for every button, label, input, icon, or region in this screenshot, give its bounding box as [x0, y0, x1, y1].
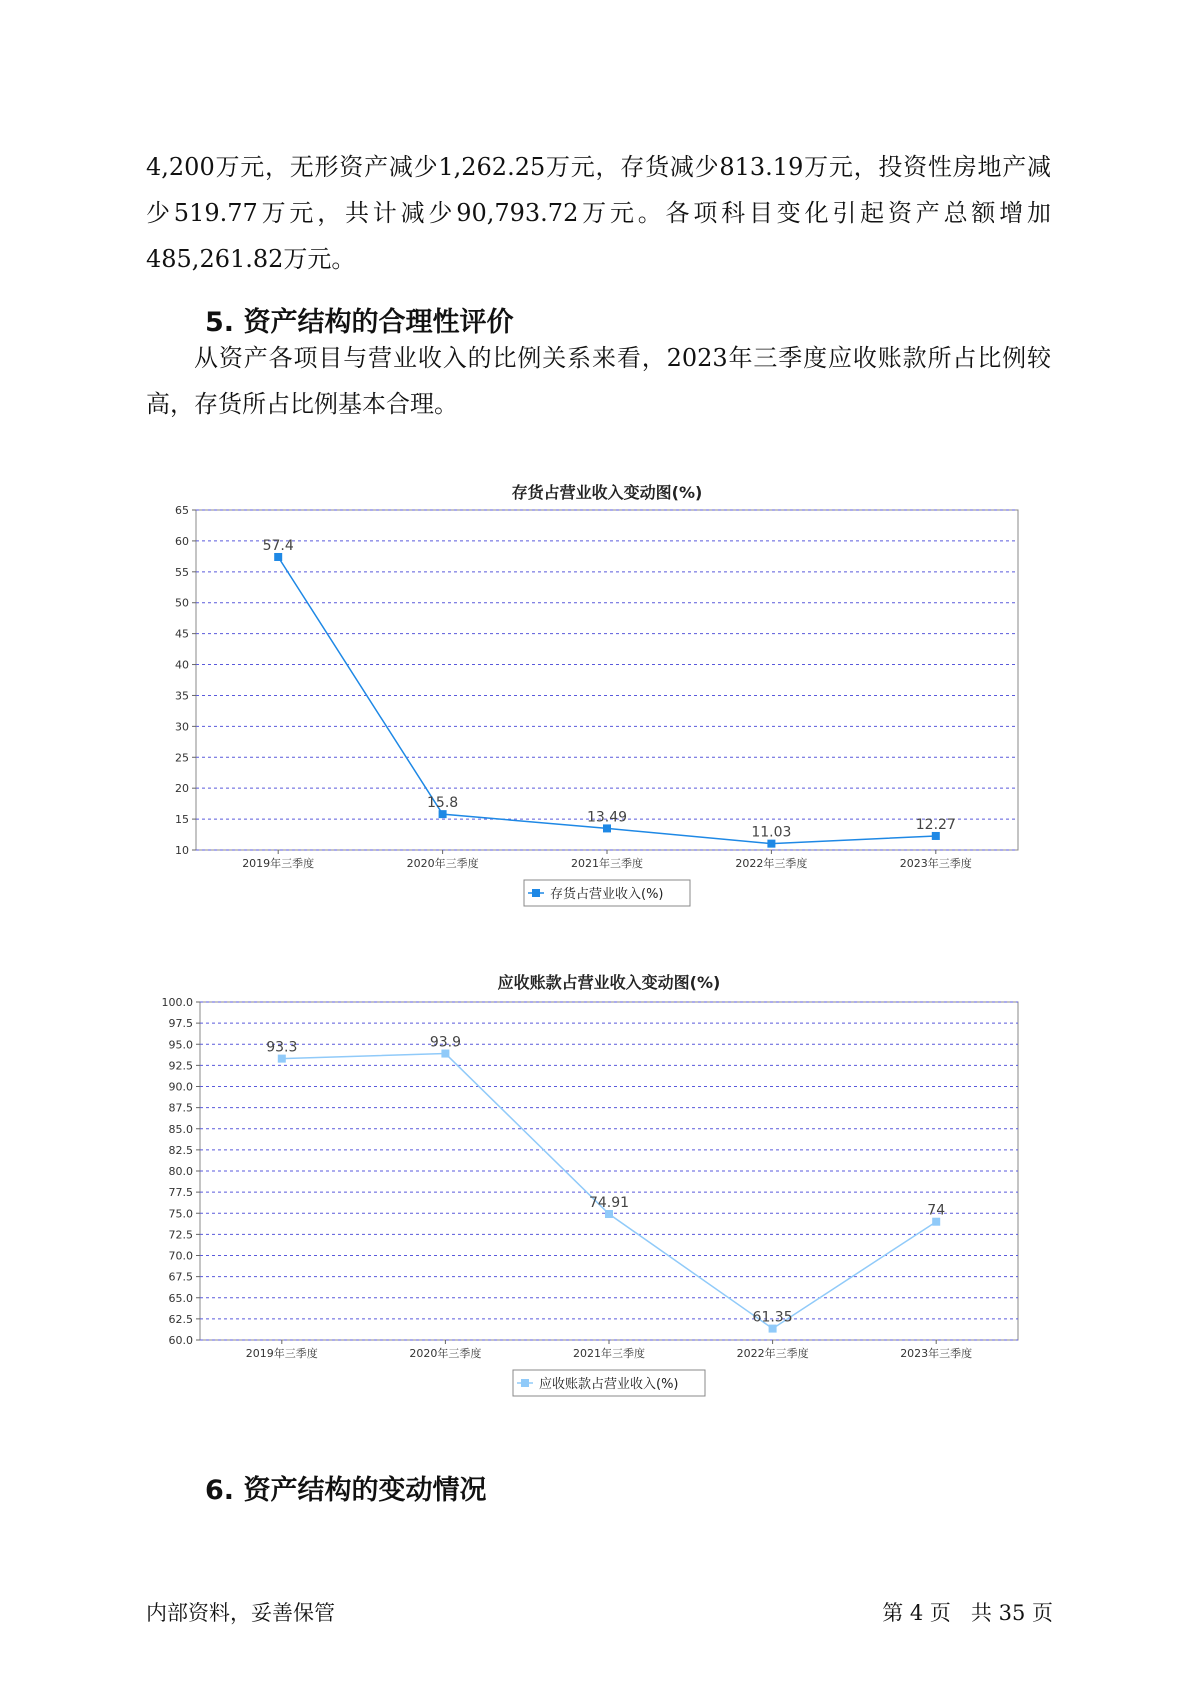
chart-title: 存货占营业收入变动图(%) [511, 483, 703, 502]
paragraph-structure-evaluation-text: 从资产各项目与营业收入的比例关系来看，2023年三季度应收账款所占比例较高，存货所占比例基本合理。 [146, 344, 1051, 418]
data-point [439, 810, 447, 818]
y-tick-label: 70.0 [168, 1249, 193, 1263]
data-point [767, 840, 775, 848]
data-point [603, 824, 611, 832]
y-tick-label: 45 [175, 627, 189, 641]
y-tick-label: 97.5 [168, 1017, 193, 1031]
x-tick-label: 2020年三季度 [409, 1347, 482, 1360]
data-label: 13.49 [586, 809, 628, 826]
legend-marker [521, 1379, 529, 1387]
data-point [932, 1218, 940, 1226]
x-tick-label: 2021年三季度 [571, 857, 643, 870]
y-tick-label: 65.0 [168, 1291, 193, 1305]
y-tick-label: 25 [175, 751, 189, 765]
x-tick-label: 2021年三季度 [573, 1347, 645, 1360]
paragraph-asset-changes [146, 144, 1051, 282]
x-tick-label: 2020年三季度 [406, 857, 479, 870]
x-tick-label: 2023年三季度 [899, 857, 972, 870]
data-point [932, 832, 940, 840]
x-tick-label: 2019年三季度 [242, 857, 315, 870]
y-tick-label: 40 [175, 658, 189, 672]
data-point [441, 1050, 449, 1058]
data-label: 93.3 [266, 1039, 298, 1056]
data-point [278, 1055, 286, 1063]
x-tick-label: 2023年三季度 [900, 1347, 973, 1360]
y-tick-label: 62.5 [168, 1312, 193, 1326]
legend-label: 应收账款占营业收入(%) [539, 1377, 679, 1392]
chart-title: 应收账款占营业收入变动图(%) [497, 973, 721, 992]
chart-receivables-ratio [150, 968, 1030, 1438]
data-label: 57.4 [262, 537, 294, 554]
y-tick-label: 50 [175, 596, 189, 610]
data-label: 15.8 [427, 795, 459, 812]
paragraph-structure-evaluation [146, 335, 1051, 427]
data-point [769, 1325, 777, 1333]
y-tick-label: 10 [175, 844, 189, 857]
section-heading-6: 6. 资产结构的变动情况 [205, 1475, 487, 1506]
chart-receivables-ratio-svg [150, 968, 1030, 1438]
y-tick-label: 90.0 [168, 1080, 193, 1094]
y-tick-label: 20 [175, 782, 189, 796]
legend-label: 存货占营业收入(%) [550, 887, 664, 902]
x-tick-label: 2019年三季度 [245, 1347, 318, 1360]
y-tick-label: 87.5 [168, 1101, 193, 1115]
data-point [605, 1210, 613, 1218]
chart-inventory-ratio [150, 478, 1030, 948]
footer-note: 内部资料，妥善保管 [146, 1601, 335, 1625]
data-label: 61.35 [752, 1309, 793, 1326]
y-tick-label: 30 [175, 720, 189, 734]
x-tick-label: 2022年三季度 [735, 857, 808, 870]
data-point [274, 553, 282, 561]
y-tick-label: 75.0 [168, 1207, 193, 1221]
data-label: 74 [927, 1202, 946, 1219]
y-tick-label: 35 [175, 689, 189, 703]
plot-area [196, 510, 1018, 850]
y-tick-label: 95.0 [168, 1038, 193, 1052]
y-tick-label: 82.5 [168, 1143, 193, 1157]
section-heading-5: 5. 资产结构的合理性评价 [205, 307, 514, 338]
y-tick-label: 92.5 [168, 1059, 193, 1073]
y-tick-label: 55 [175, 565, 189, 579]
paragraph-asset-changes-text: 4,200万元，无形资产减少1,262.25万元，存货减少813.19万元，投资性房地产减少519.77万元，共计减少90,793.72万元。各项科目变化引起资产总额增加485,261.82万元。 [146, 153, 1051, 273]
chart-inventory-ratio-svg [150, 478, 1030, 948]
y-tick-label: 72.5 [168, 1228, 193, 1242]
y-tick-label: 60.0 [168, 1334, 193, 1347]
y-tick-label: 67.5 [168, 1270, 193, 1284]
data-label: 12.27 [915, 816, 956, 833]
x-tick-label: 2022年三季度 [736, 1347, 809, 1360]
y-tick-label: 15 [175, 813, 189, 827]
data-label: 93.9 [429, 1034, 461, 1051]
data-label: 74.91 [588, 1195, 630, 1212]
y-tick-label: 85.0 [168, 1122, 193, 1136]
y-tick-label: 60 [175, 534, 189, 548]
y-tick-label: 77.5 [168, 1186, 193, 1200]
footer-page-number: 第 4 页 共 35 页 [882, 1601, 1053, 1625]
data-label: 11.03 [751, 824, 792, 841]
y-tick-label: 80.0 [168, 1165, 193, 1178]
y-tick-label: 100.0 [161, 996, 193, 1009]
legend-marker [532, 889, 540, 897]
y-tick-label: 65 [175, 504, 189, 517]
